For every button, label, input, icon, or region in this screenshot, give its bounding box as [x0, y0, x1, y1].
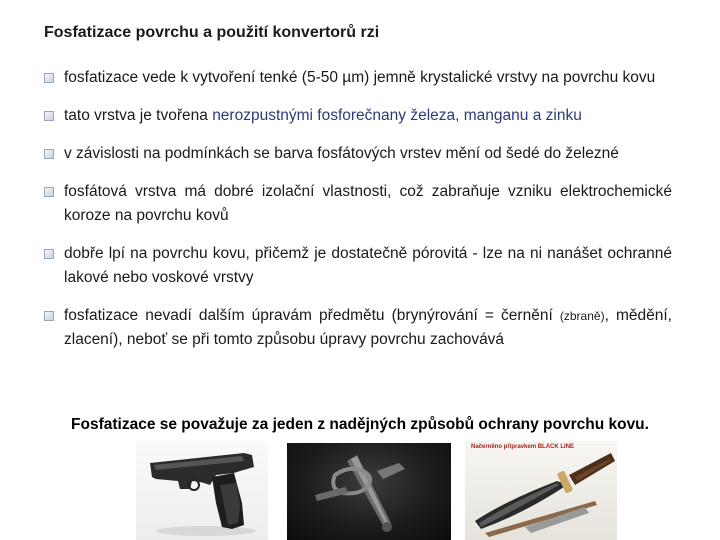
bullet-text: tato vrstva je tvořena: [64, 107, 213, 124]
pistol-icon: [136, 441, 268, 540]
bullet-item: [44, 180, 672, 228]
bullet-item: [44, 104, 672, 128]
bullet-text: fosfatizace nevadí dalším úpravám předmětu (brynýrování = černění: [64, 307, 560, 324]
bullet-text: fosfatizace vede k vytvoření tenké (5-50 µm) jemně krystalické vrstvy na povrchu kovu: [64, 69, 656, 86]
knife-icon: [465, 441, 617, 540]
bullet-item: [44, 66, 672, 90]
bullet-text: v závislosti na podmínkách se barva fosfátových vrstev mění od šedé do železné: [64, 145, 619, 162]
pistol-photo: [136, 441, 268, 540]
bullet-item: [44, 242, 672, 290]
knife-photo: [465, 441, 617, 540]
bullet-highlight: nerozpustnými fosforečnany železa, manganu a zinku: [212, 107, 582, 124]
bullet-icon: [44, 249, 54, 259]
bullet-item: [44, 142, 672, 166]
bullet-icon: [44, 73, 54, 83]
slide-title: Fosfatizace povrchu a použití konvertorů rzi: [44, 24, 380, 41]
dagger-icon: [287, 443, 451, 540]
bullet-item: [44, 304, 672, 352]
bullet-text: fosfátová vrstva má dobré izolační vlastnosti, což zabraňuje vzniku elektrochemické koroze na povrchu kovů: [64, 183, 672, 224]
conclusion-text: Fosfatizace se považuje za jeden z nadějných způsobů ochrany povrchu kovu.: [71, 416, 649, 433]
knife-photo-caption: Načerněno přípravkem BLACK LINE: [471, 444, 575, 450]
bullet-icon: [44, 187, 54, 197]
bullet-small-text: (zbraně): [559, 309, 605, 323]
bullet-text: dobře lpí na povrchu kovu, přičemž je dostatečně pórovitá - lze na ni nanášet ochranné lakové nebo voskové vrstvy: [64, 245, 672, 286]
bullet-list: [44, 66, 672, 366]
bullet-icon: [44, 149, 54, 159]
bullet-text-after: , mědění, zlacení), neboť se při tomto způsobu úpravy povrchu zachovává: [64, 307, 672, 348]
bullet-icon: [44, 111, 54, 121]
dagger-photo: [287, 443, 451, 540]
bullet-icon: [44, 311, 54, 321]
